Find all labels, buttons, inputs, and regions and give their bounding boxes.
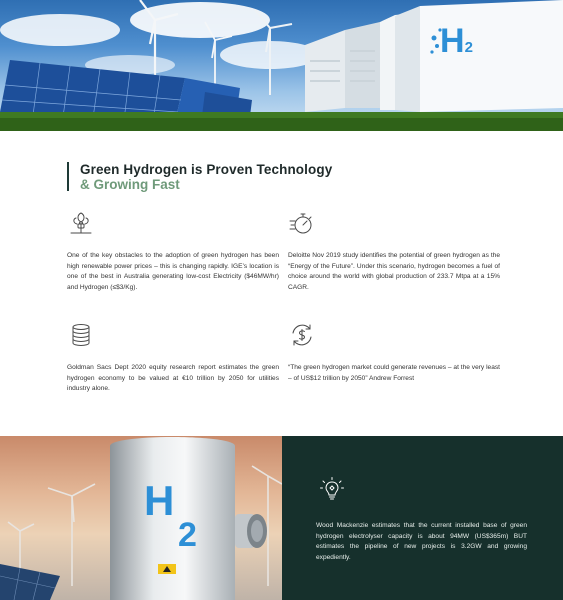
hero-image bbox=[0, 0, 563, 131]
feature-text: Deloitte Nov 2019 study identifies the potential of green hydrogen as the “Energy of the Future”. Under this scenario, hydrogen becomes a fuel of choice around the world with global production of 233.7 Mtpa at a 15% CAGR. bbox=[288, 252, 500, 291]
stopwatch-icon bbox=[288, 209, 316, 237]
coin-stack-icon bbox=[67, 321, 95, 349]
tank-h2-label bbox=[144, 477, 197, 554]
feature-text: “The green hydrogen market could generate revenues – at the very least – of US$12 trillion by 2050” Andrew Forrest bbox=[288, 364, 500, 382]
feature-text: One of the key obstacles to the adoption of green hydrogen has been high renewable power prices – this is changing rapidly. IGE’s location is one of the best in Australia generating low-cost Electricity ($46MW/hr) and Hydrogen (≤$3/Kg). bbox=[67, 252, 279, 291]
h2-logo-sub: 2 bbox=[464, 39, 473, 56]
wood-mackenzie-panel bbox=[282, 436, 563, 600]
plant-plug-icon bbox=[67, 209, 95, 237]
hero-h2-logo bbox=[440, 24, 473, 65]
lightbulb-idea-icon bbox=[319, 476, 345, 502]
page-subtitle: & Growing Fast bbox=[80, 177, 180, 192]
hero-illustration bbox=[0, 0, 563, 131]
hydrogen-tank-image bbox=[0, 436, 282, 600]
feature-text: Goldman Sacs Dept 2020 equity research report estimates the green hydrogen economy to be valued at €10 trillion by 2050 for utilities industry alone. bbox=[67, 364, 279, 393]
panel-text: Wood Mackenzie estimates that the current installed base of green hydrogen electrolyser capacity is about 94MW (US$365m) BUT estimates the pipeline of new projects is 3.2GW and growing expediently. bbox=[316, 522, 527, 561]
h2-logo-h: H bbox=[440, 22, 465, 60]
page-title: Green Hydrogen is Proven Technology bbox=[80, 162, 333, 177]
tank-label-sub: 2 bbox=[178, 516, 197, 554]
section-heading bbox=[67, 162, 332, 191]
dollar-cycle-icon bbox=[288, 321, 316, 349]
hydrogen-containers bbox=[305, 0, 563, 112]
tank-illustration bbox=[0, 436, 282, 600]
tank-label-h: H bbox=[144, 477, 175, 524]
